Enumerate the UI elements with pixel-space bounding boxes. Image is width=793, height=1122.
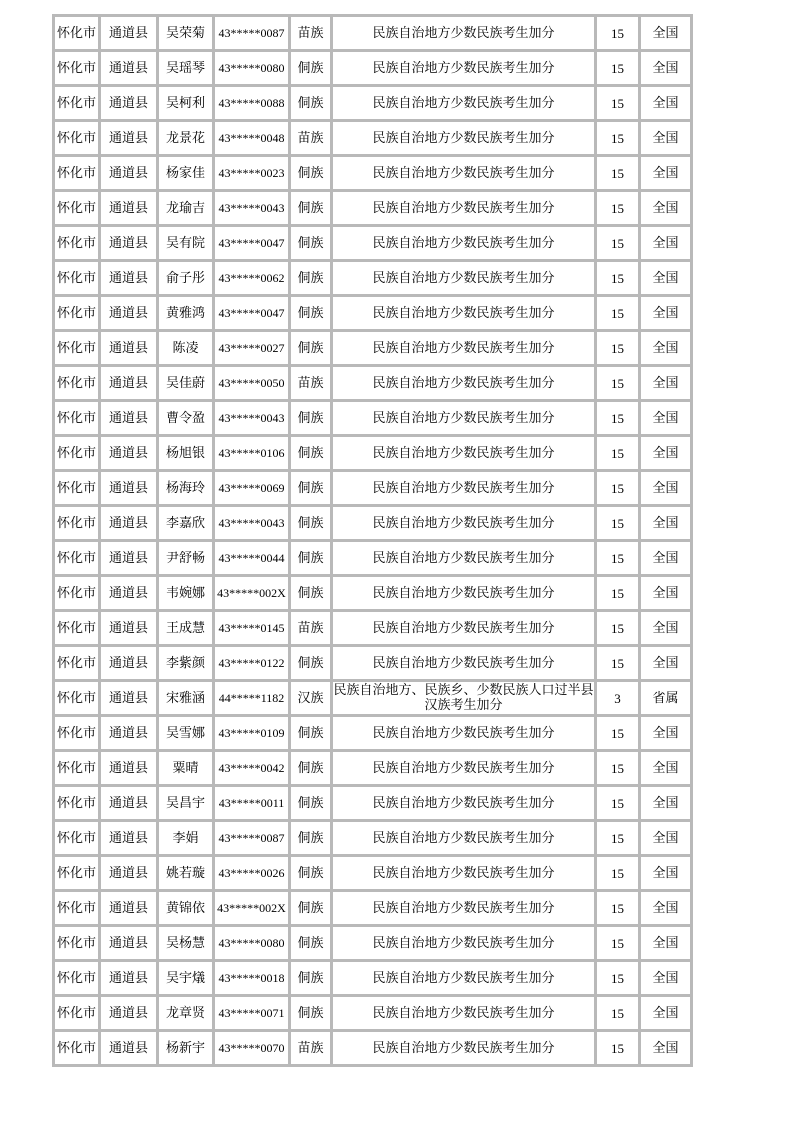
id-number-cell: 43*****0071 — [215, 997, 291, 1032]
scope-cell: 全国 — [641, 367, 693, 402]
bonus-points-table — [52, 14, 693, 1067]
scope-cell: 全国 — [641, 297, 693, 332]
scope-cell: 全国 — [641, 402, 693, 437]
scope-cell: 全国 — [641, 17, 693, 52]
table-row — [55, 717, 693, 752]
id-number-cell: 43*****0043 — [215, 402, 291, 437]
city-cell: 怀化市 — [55, 17, 101, 52]
name-cell: 王成慧 — [159, 612, 215, 647]
county-cell: 通道县 — [101, 542, 159, 577]
city-cell: 怀化市 — [55, 997, 101, 1032]
name-cell: 吴有院 — [159, 227, 215, 262]
name-cell: 杨新宇 — [159, 1032, 215, 1067]
policy-cell: 民族自治地方少数民族考生加分 — [333, 332, 597, 367]
ethnicity-cell: 侗族 — [291, 192, 333, 227]
scope-cell: 全国 — [641, 437, 693, 472]
policy-cell: 民族自治地方少数民族考生加分 — [333, 87, 597, 122]
name-cell: 吴宇燨 — [159, 962, 215, 997]
ethnicity-cell: 侗族 — [291, 402, 333, 437]
policy-cell: 民族自治地方少数民族考生加分 — [333, 612, 597, 647]
table-row — [55, 192, 693, 227]
policy-cell: 民族自治地方少数民族考生加分 — [333, 437, 597, 472]
scope-cell: 全国 — [641, 927, 693, 962]
points-cell: 15 — [597, 612, 641, 647]
scope-cell: 全国 — [641, 997, 693, 1032]
id-number-cell: 43*****0145 — [215, 612, 291, 647]
ethnicity-cell: 侗族 — [291, 787, 333, 822]
ethnicity-cell: 侗族 — [291, 857, 333, 892]
city-cell: 怀化市 — [55, 332, 101, 367]
points-cell: 15 — [597, 1032, 641, 1067]
table-row — [55, 122, 693, 157]
ethnicity-cell: 侗族 — [291, 892, 333, 927]
ethnicity-cell: 侗族 — [291, 822, 333, 857]
policy-cell: 民族自治地方少数民族考生加分 — [333, 192, 597, 227]
city-cell: 怀化市 — [55, 437, 101, 472]
policy-cell: 民族自治地方少数民族考生加分 — [333, 997, 597, 1032]
id-number-cell: 43*****0080 — [215, 52, 291, 87]
id-number-cell: 43*****002X — [215, 577, 291, 612]
ethnicity-cell: 侗族 — [291, 87, 333, 122]
name-cell: 吴雪娜 — [159, 717, 215, 752]
name-cell: 吴柯利 — [159, 87, 215, 122]
table-row — [55, 822, 693, 857]
table-row — [55, 17, 693, 52]
name-cell: 李娟 — [159, 822, 215, 857]
policy-cell: 民族自治地方少数民族考生加分 — [333, 472, 597, 507]
name-cell: 曹令盈 — [159, 402, 215, 437]
city-cell: 怀化市 — [55, 297, 101, 332]
ethnicity-cell: 侗族 — [291, 227, 333, 262]
table-row — [55, 87, 693, 122]
name-cell: 吴杨慧 — [159, 927, 215, 962]
table-row — [55, 507, 693, 542]
name-cell: 龙瑜吉 — [159, 192, 215, 227]
ethnicity-cell: 侗族 — [291, 997, 333, 1032]
points-cell: 15 — [597, 332, 641, 367]
county-cell: 通道县 — [101, 122, 159, 157]
city-cell: 怀化市 — [55, 647, 101, 682]
name-cell: 龙景花 — [159, 122, 215, 157]
city-cell: 怀化市 — [55, 857, 101, 892]
policy-cell: 民族自治地方少数民族考生加分 — [333, 507, 597, 542]
city-cell: 怀化市 — [55, 87, 101, 122]
scope-cell: 全国 — [641, 787, 693, 822]
points-cell: 15 — [597, 717, 641, 752]
county-cell: 通道县 — [101, 332, 159, 367]
points-cell: 15 — [597, 577, 641, 612]
city-cell: 怀化市 — [55, 227, 101, 262]
table-row — [55, 927, 693, 962]
city-cell: 怀化市 — [55, 507, 101, 542]
county-cell: 通道县 — [101, 367, 159, 402]
ethnicity-cell: 苗族 — [291, 17, 333, 52]
county-cell: 通道县 — [101, 1032, 159, 1067]
id-number-cell: 43*****0062 — [215, 262, 291, 297]
policy-cell: 民族自治地方少数民族考生加分 — [333, 542, 597, 577]
city-cell: 怀化市 — [55, 472, 101, 507]
policy-cell: 民族自治地方少数民族考生加分 — [333, 892, 597, 927]
id-number-cell: 43*****0088 — [215, 87, 291, 122]
policy-cell: 民族自治地方少数民族考生加分 — [333, 157, 597, 192]
points-cell: 15 — [597, 962, 641, 997]
scope-cell: 全国 — [641, 227, 693, 262]
name-cell: 杨旭银 — [159, 437, 215, 472]
name-cell: 粟晴 — [159, 752, 215, 787]
points-cell: 15 — [597, 542, 641, 577]
name-cell: 杨家佳 — [159, 157, 215, 192]
table-row — [55, 367, 693, 402]
scope-cell: 全国 — [641, 507, 693, 542]
table-row — [55, 787, 693, 822]
name-cell: 姚若璇 — [159, 857, 215, 892]
scope-cell: 全国 — [641, 752, 693, 787]
id-number-cell: 43*****0048 — [215, 122, 291, 157]
id-number-cell: 43*****002X — [215, 892, 291, 927]
id-number-cell: 43*****0069 — [215, 472, 291, 507]
points-cell: 15 — [597, 892, 641, 927]
name-cell: 李紫颜 — [159, 647, 215, 682]
policy-cell: 民族自治地方少数民族考生加分 — [333, 52, 597, 87]
county-cell: 通道县 — [101, 437, 159, 472]
scope-cell: 全国 — [641, 157, 693, 192]
county-cell: 通道县 — [101, 717, 159, 752]
id-number-cell: 43*****0109 — [215, 717, 291, 752]
table-row — [55, 962, 693, 997]
scope-cell: 全国 — [641, 892, 693, 927]
policy-cell: 民族自治地方少数民族考生加分 — [333, 1032, 597, 1067]
county-cell: 通道县 — [101, 17, 159, 52]
county-cell: 通道县 — [101, 962, 159, 997]
county-cell: 通道县 — [101, 192, 159, 227]
name-cell: 吴荣菊 — [159, 17, 215, 52]
id-number-cell: 43*****0087 — [215, 17, 291, 52]
city-cell: 怀化市 — [55, 927, 101, 962]
id-number-cell: 43*****0027 — [215, 332, 291, 367]
city-cell: 怀化市 — [55, 262, 101, 297]
id-number-cell: 43*****0018 — [215, 962, 291, 997]
id-number-cell: 43*****0043 — [215, 192, 291, 227]
points-cell: 15 — [597, 647, 641, 682]
table-body — [55, 17, 693, 1067]
points-cell: 15 — [597, 122, 641, 157]
ethnicity-cell: 侗族 — [291, 332, 333, 367]
city-cell: 怀化市 — [55, 577, 101, 612]
id-number-cell: 43*****0042 — [215, 752, 291, 787]
ethnicity-cell: 侗族 — [291, 647, 333, 682]
name-cell: 吴昌宇 — [159, 787, 215, 822]
county-cell: 通道县 — [101, 507, 159, 542]
county-cell: 通道县 — [101, 787, 159, 822]
county-cell: 通道县 — [101, 997, 159, 1032]
points-cell: 15 — [597, 367, 641, 402]
ethnicity-cell: 侗族 — [291, 297, 333, 332]
name-cell: 陈凌 — [159, 332, 215, 367]
county-cell: 通道县 — [101, 227, 159, 262]
ethnicity-cell: 侗族 — [291, 962, 333, 997]
policy-cell: 民族自治地方少数民族考生加分 — [333, 262, 597, 297]
name-cell: 尹舒畅 — [159, 542, 215, 577]
table-row — [55, 52, 693, 87]
county-cell: 通道县 — [101, 87, 159, 122]
county-cell: 通道县 — [101, 822, 159, 857]
ethnicity-cell: 侗族 — [291, 437, 333, 472]
county-cell: 通道县 — [101, 647, 159, 682]
id-number-cell: 43*****0050 — [215, 367, 291, 402]
table-row — [55, 892, 693, 927]
policy-cell: 民族自治地方少数民族考生加分 — [333, 962, 597, 997]
ethnicity-cell: 侗族 — [291, 262, 333, 297]
id-number-cell: 43*****0047 — [215, 227, 291, 262]
scope-cell: 全国 — [641, 647, 693, 682]
table-row — [55, 542, 693, 577]
policy-cell: 民族自治地方少数民族考生加分 — [333, 122, 597, 157]
id-number-cell: 43*****0023 — [215, 157, 291, 192]
id-number-cell: 43*****0026 — [215, 857, 291, 892]
city-cell: 怀化市 — [55, 822, 101, 857]
points-cell: 15 — [597, 787, 641, 822]
table-row — [55, 157, 693, 192]
name-cell: 宋雅涵 — [159, 682, 215, 717]
scope-cell: 全国 — [641, 262, 693, 297]
ethnicity-cell: 苗族 — [291, 122, 333, 157]
ethnicity-cell: 苗族 — [291, 1032, 333, 1067]
name-cell: 黄锦依 — [159, 892, 215, 927]
table-row — [55, 297, 693, 332]
scope-cell: 省属 — [641, 682, 693, 717]
county-cell: 通道县 — [101, 472, 159, 507]
city-cell: 怀化市 — [55, 752, 101, 787]
points-cell: 15 — [597, 472, 641, 507]
points-cell: 15 — [597, 997, 641, 1032]
table-row — [55, 997, 693, 1032]
ethnicity-cell: 苗族 — [291, 612, 333, 647]
points-cell: 15 — [597, 927, 641, 962]
id-number-cell: 43*****0080 — [215, 927, 291, 962]
id-number-cell: 43*****0043 — [215, 507, 291, 542]
name-cell: 吴瑶琴 — [159, 52, 215, 87]
scope-cell: 全国 — [641, 122, 693, 157]
points-cell: 15 — [597, 402, 641, 437]
ethnicity-cell: 苗族 — [291, 367, 333, 402]
name-cell: 黄雅鸿 — [159, 297, 215, 332]
policy-cell: 民族自治地方少数民族考生加分 — [333, 857, 597, 892]
points-cell: 15 — [597, 752, 641, 787]
county-cell: 通道县 — [101, 297, 159, 332]
table-row — [55, 752, 693, 787]
policy-cell: 民族自治地方少数民族考生加分 — [333, 822, 597, 857]
county-cell: 通道县 — [101, 402, 159, 437]
city-cell: 怀化市 — [55, 962, 101, 997]
points-cell: 15 — [597, 262, 641, 297]
city-cell: 怀化市 — [55, 542, 101, 577]
name-cell: 吴佳蔚 — [159, 367, 215, 402]
points-cell: 15 — [597, 857, 641, 892]
table-row — [55, 612, 693, 647]
table-row — [55, 437, 693, 472]
id-number-cell: 43*****0070 — [215, 1032, 291, 1067]
policy-cell: 民族自治地方少数民族考生加分 — [333, 402, 597, 437]
scope-cell: 全国 — [641, 52, 693, 87]
name-cell: 杨海玲 — [159, 472, 215, 507]
county-cell: 通道县 — [101, 52, 159, 87]
table-row — [55, 682, 693, 717]
city-cell: 怀化市 — [55, 192, 101, 227]
policy-cell: 民族自治地方少数民族考生加分 — [333, 787, 597, 822]
ethnicity-cell: 侗族 — [291, 507, 333, 542]
city-cell: 怀化市 — [55, 122, 101, 157]
id-number-cell: 43*****0087 — [215, 822, 291, 857]
table-row — [55, 472, 693, 507]
ethnicity-cell: 侗族 — [291, 52, 333, 87]
ethnicity-cell: 汉族 — [291, 682, 333, 717]
county-cell: 通道县 — [101, 927, 159, 962]
scope-cell: 全国 — [641, 1032, 693, 1067]
table-row — [55, 857, 693, 892]
county-cell: 通道县 — [101, 157, 159, 192]
policy-cell: 民族自治地方少数民族考生加分 — [333, 752, 597, 787]
points-cell: 15 — [597, 437, 641, 472]
city-cell: 怀化市 — [55, 52, 101, 87]
name-cell: 韦婉娜 — [159, 577, 215, 612]
city-cell: 怀化市 — [55, 787, 101, 822]
id-number-cell: 43*****0106 — [215, 437, 291, 472]
id-number-cell: 43*****0122 — [215, 647, 291, 682]
city-cell: 怀化市 — [55, 367, 101, 402]
scope-cell: 全国 — [641, 612, 693, 647]
scope-cell: 全国 — [641, 717, 693, 752]
policy-cell: 民族自治地方少数民族考生加分 — [333, 297, 597, 332]
points-cell: 15 — [597, 507, 641, 542]
policy-cell: 民族自治地方少数民族考生加分 — [333, 717, 597, 752]
points-cell: 15 — [597, 822, 641, 857]
policy-cell: 民族自治地方少数民族考生加分 — [333, 367, 597, 402]
city-cell: 怀化市 — [55, 157, 101, 192]
city-cell: 怀化市 — [55, 612, 101, 647]
id-number-cell: 43*****0044 — [215, 542, 291, 577]
county-cell: 通道县 — [101, 892, 159, 927]
city-cell: 怀化市 — [55, 402, 101, 437]
policy-cell: 民族自治地方少数民族考生加分 — [333, 227, 597, 262]
scope-cell: 全国 — [641, 542, 693, 577]
table-row — [55, 332, 693, 367]
city-cell: 怀化市 — [55, 682, 101, 717]
points-cell: 3 — [597, 682, 641, 717]
name-cell: 俞子彤 — [159, 262, 215, 297]
county-cell: 通道县 — [101, 577, 159, 612]
points-cell: 15 — [597, 192, 641, 227]
ethnicity-cell: 侗族 — [291, 542, 333, 577]
table-row — [55, 227, 693, 262]
scope-cell: 全国 — [641, 822, 693, 857]
city-cell: 怀化市 — [55, 717, 101, 752]
policy-cell: 民族自治地方少数民族考生加分 — [333, 577, 597, 612]
county-cell: 通道县 — [101, 612, 159, 647]
county-cell: 通道县 — [101, 752, 159, 787]
ethnicity-cell: 侗族 — [291, 752, 333, 787]
city-cell: 怀化市 — [55, 892, 101, 927]
id-number-cell: 43*****0011 — [215, 787, 291, 822]
ethnicity-cell: 侗族 — [291, 927, 333, 962]
scope-cell: 全国 — [641, 857, 693, 892]
id-number-cell: 43*****0047 — [215, 297, 291, 332]
id-number-cell: 44*****1182 — [215, 682, 291, 717]
points-cell: 15 — [597, 157, 641, 192]
points-cell: 15 — [597, 17, 641, 52]
points-cell: 15 — [597, 52, 641, 87]
scope-cell: 全国 — [641, 577, 693, 612]
ethnicity-cell: 侗族 — [291, 577, 333, 612]
ethnicity-cell: 侗族 — [291, 472, 333, 507]
ethnicity-cell: 侗族 — [291, 717, 333, 752]
ethnicity-cell: 侗族 — [291, 157, 333, 192]
scope-cell: 全国 — [641, 87, 693, 122]
scope-cell: 全国 — [641, 472, 693, 507]
policy-cell: 民族自治地方少数民族考生加分 — [333, 927, 597, 962]
county-cell: 通道县 — [101, 262, 159, 297]
city-cell: 怀化市 — [55, 1032, 101, 1067]
policy-cell: 民族自治地方少数民族考生加分 — [333, 647, 597, 682]
county-cell: 通道县 — [101, 682, 159, 717]
points-cell: 15 — [597, 297, 641, 332]
table-row — [55, 647, 693, 682]
table-row — [55, 1032, 693, 1067]
scope-cell: 全国 — [641, 332, 693, 367]
scope-cell: 全国 — [641, 962, 693, 997]
table-row — [55, 577, 693, 612]
name-cell: 李嘉欣 — [159, 507, 215, 542]
points-cell: 15 — [597, 227, 641, 262]
policy-cell: 民族自治地方、民族乡、少数民族人口过半县汉族考生加分 — [333, 682, 597, 717]
points-cell: 15 — [597, 87, 641, 122]
table-row — [55, 402, 693, 437]
name-cell: 龙章贤 — [159, 997, 215, 1032]
county-cell: 通道县 — [101, 857, 159, 892]
scope-cell: 全国 — [641, 192, 693, 227]
policy-cell: 民族自治地方少数民族考生加分 — [333, 17, 597, 52]
table-row — [55, 262, 693, 297]
